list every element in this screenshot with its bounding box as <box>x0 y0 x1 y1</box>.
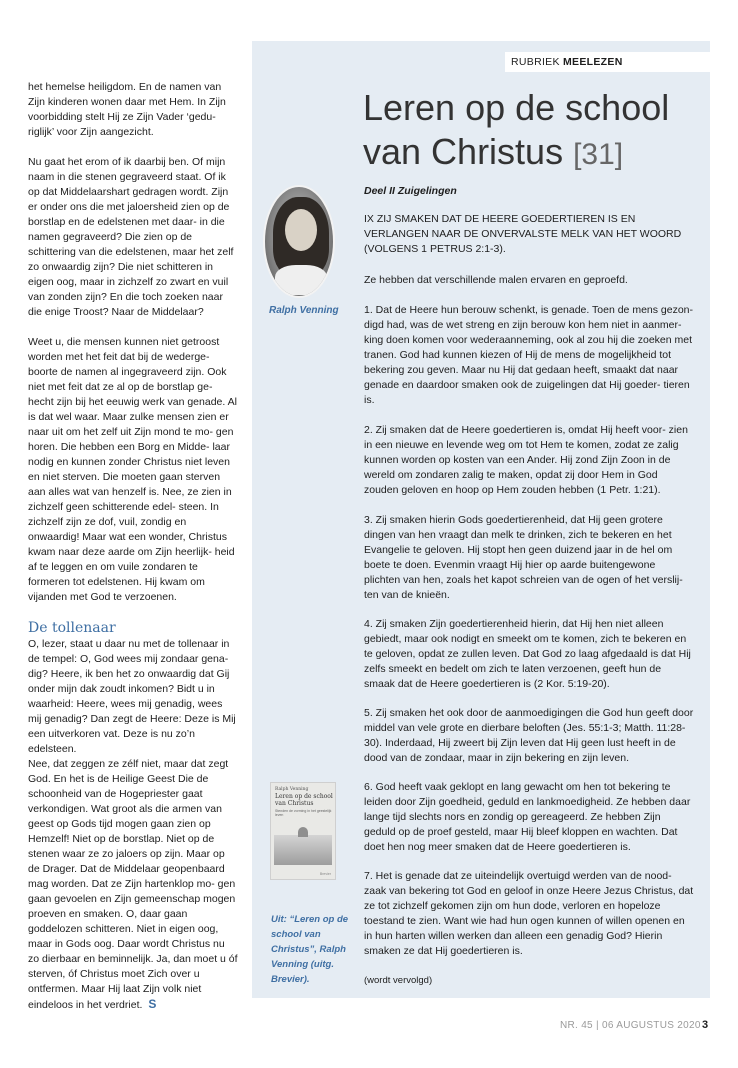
rubriek-prefix: RUBRIEK <box>511 56 560 68</box>
title-line-1: Leren op de school <box>363 87 670 128</box>
book-publisher: Brevier <box>319 872 331 876</box>
portrait-caption: Ralph Venning <box>269 305 339 316</box>
lead-paragraph: Ze hebben dat verschillende malen ervaren en geproefd. <box>364 274 628 286</box>
rubriek-label <box>505 52 710 72</box>
book-caption: Uit: “Leren op de school van Christus”, Ralph Venning (uitg. Brevier). <box>271 914 349 985</box>
point-3: 3. Zij smaken hierin Gods goedertierenheid, dat Hij geen grotere dingen van hen vraagt dan melk te drinken, zich te bekeren en het Evangelie te geloven. Hij stopt hen geen duizend jaar in de hel om boete te doen. Evenmin vraagt Hij hier op aarde buitengewone plichten van hen, zoals het kapot schreien van de ogen of het verslij- ten van de knieën. <box>364 514 683 601</box>
left-column <box>28 80 238 1013</box>
left-paragraph-1: het hemelse heiligdom. En de namen van Zijn kinderen wonen daar met Hem. In Zijn voorbidding stelt Hij ze Zijn Vader ‘gedu- riglijk’ voor Zijn aangezicht. <box>28 81 226 138</box>
left-paragraph-3: Weet u, die mensen kunnen niet getroost worden met het feit dat bij de wederge- boorte de namen al ingegraveerd zijn. Ook niet met feit dat ze al op de borstlap ge- hecht zijn bij het eeuwig werk van genade. Al is dat wel waar. Maar zulke mensen zien er naar uit om het zelf uit Zijn mond te mo- gen horen. Die hebben een Borg en Midde- laar nodig en kunnen zonder Christus niet leven en niet sterven. Die moeten gaan sterven aan alles wat van henzelf is. Nee, ze zien in zichzelf geen schitterende edel- steen. In zichzelf zijn ze dof, vuil, zondig en onwaardig! Maar wat een wonder, Christus kwam naar deze aarde om Zijn heerlijk- heid af te leggen en om vuile zondaren te formeren tot edelstenen. Hij kwam om vijanden met God te verzoenen. <box>28 336 237 603</box>
point-1: 1. Dat de Heere hun berouw schenkt, is genade. Toen de mens gezon- digd had, was de wet streng en zijn berouw kon hem niet in aanmer- king doen komen voor wederaanneming, ook al zou hij die zoeken met tranen. God had kunnen kiezen of Hij de mens de mogelijkheid tot bekering zou geven. Maar nu Hij dat gedaan heeft, smaakt dat naar genade en daardoor smaken ook de zuigelingen dat Hij goeder- tieren is. <box>364 304 694 406</box>
book-subtitle: Stenden de vorming in het geestelijk leven <box>275 809 332 817</box>
deel-heading: Deel II Zuigelingen <box>364 185 457 197</box>
left-paragraph-2: Nu gaat het erom of ik daarbij ben. Of mijn naam in die stenen gegraveerd staat. Of ik op dat Middelaarshart gedragen wordt. Zijn er onder ons die met jaloersheid zien op de borstlap en de edelstenen met daar- in die namen gegraveerd? Die zien op de schittering van die edelstenen, maar het zelf zo onwaardig zijn? Die niet schitteren in eigen oog, maar in zichzelf zo zwart en vuil van zonden zijn? En die toch zoeken naar die enige Troost? Naar de Middelaar? <box>28 156 234 318</box>
point-7: 7. Het is genade dat ze uiteindelijk overtuigd werden van de nood- zaak van bekering tot God en geloof in onze Heere Jezus Christus, dat ze tot zichzelf gekomen zijn om hun dode, verloren en hopeloze toestand te zien. Want wie had hun ogen kunnen of willen openen en in hun harten willen werken dan alleen een genadig God? Hierin smaken ze dat Hij goedertieren is. <box>364 870 694 957</box>
title-line-2-text: van Christus <box>363 131 564 172</box>
end-mark-icon: S <box>148 997 157 1011</box>
point-5: 5. Zij smaken het ook door de aanmoedigingen die God hun geeft door middel van vele grote en dierbare beloften (Jes. 55:1-3; Matth. 11:28-30). Inderdaad, Hij zweert bij Zijn leven dat Hij geen lust heeft in de dood van de zondaar, maar in zijn bekering en zijn leven. <box>364 707 694 764</box>
page-number: 3 <box>702 1019 709 1031</box>
intro-caps: IX ZIJ SMAKEN DAT DE HEERE GOEDERTIEREN IS EN VERLANGEN NAAR DE ONVERVALSTE MELK VAN HET WOORD (VOLGENS 1 PETRUS 2:1-3). <box>364 213 682 255</box>
title-line-2 <box>363 130 703 177</box>
article-title <box>363 86 703 177</box>
left-paragraph-4: O, lezer, staat u daar nu met de tollenaar in de tempel: O, God wees mij zondaar gena- dig? Heere, ik ben het zo onwaardig dat Gij onder mijn dak zoudt inkomen? Bidt u in waarheid: Heere, wees mij genadig, wees mij genadig? Dan zegt de Heere: Deze is Mij een uitverkoren vat. Deze is nu zo’n edelsteen. <box>28 638 236 755</box>
left-paragraph-5 <box>28 757 238 1013</box>
book-title: Leren op de school van Christus <box>275 793 333 807</box>
point-4: 4. Zij smaken Zijn goedertierenheid hierin, dat Hij hen niet alleen gebiedt, maar ook nodigt en smeekt om te komen, zich te bekeren en te geloven, opdat ze zullen leven. Dat God zo laag afgedaald is dat Hij zelfs smeekt en bedelt om zich te laten verzoenen, geeft hun de smaak dat de Heere goedertieren is (2 Kor. 5:19-20). <box>364 618 691 690</box>
book-dome <box>298 827 308 837</box>
footer-issue: NR. 45 | 06 AUGUSTUS 2020 <box>560 1020 701 1031</box>
point-6: 6. God heeft vaak geklopt en lang gewacht om hen tot bekering te leiden door Zijn goedheid, geduld en lankmoedigheid. Ze hebben daar lange tijd slechts nors en zondig op gereageerd. Ze hebben Zijn geduld op de proef gesteld, maar Hij bleef kloppen en wachten. Dat doet hen nog meer smaken dat de Heere goedertieren is. <box>364 781 691 853</box>
portrait-image <box>263 185 335 298</box>
point-2: 2. Zij smaken dat de Heere goedertieren is, omdat Hij heeft voor- zien in een nieuwe en levende weg om tot Hem te komen, zodat ze zalig kunnen worden op kosten van een Ander. Hij zond Zijn Zoon in de wereld om zondaren zalig te maken, opdat zij door Hem in God zouden geloven en hoop op Hem zouden hebben (1 Petr. 1:21). <box>364 424 688 496</box>
subheading-tollenaar: De tollenaar <box>28 620 116 636</box>
title-number: [31] <box>573 138 624 171</box>
rubriek-name: MEELEZEN <box>563 56 623 68</box>
portrait-collar <box>275 265 327 295</box>
book-building-illustration <box>274 835 332 865</box>
portrait-face <box>285 209 317 251</box>
wordt-vervolgd: (wordt vervolgd) <box>364 975 433 986</box>
book-author: Ralph Venning <box>275 787 309 792</box>
left-paragraph-5-text: Nee, dat zeggen ze zélf niet, maar dat zegt God. En het is de Heilige Geest Die de schoonheid van de Hogepriester gaat verkondigen. Wat groot als die armen van geest op Gods tijd mogen gaan zien op Hemzelf! Niet op de borstlap. Niet op de stenen waar ze zo jaloers op zijn. Maar op de Drager. Dat de Middelaar geopenbaard mag worden. Dat ze Zijn hartenklop mo- gen gaan gevoelen en Zijn gemeenschap mogen proeven en smaken. O, daar gaan goddelozen schitteren. Niet in eigen oog, maar in Gods oog. Daar wordt Christus nu zo dierbaar en beminnelijk. Ja, dan moet u óf sterven, óf Christus moet Zich over u ontfermen. Maar Hij laat Zijn volk niet eindeloos in het verdriet. <box>28 758 238 1011</box>
book-cover-image <box>270 782 336 880</box>
